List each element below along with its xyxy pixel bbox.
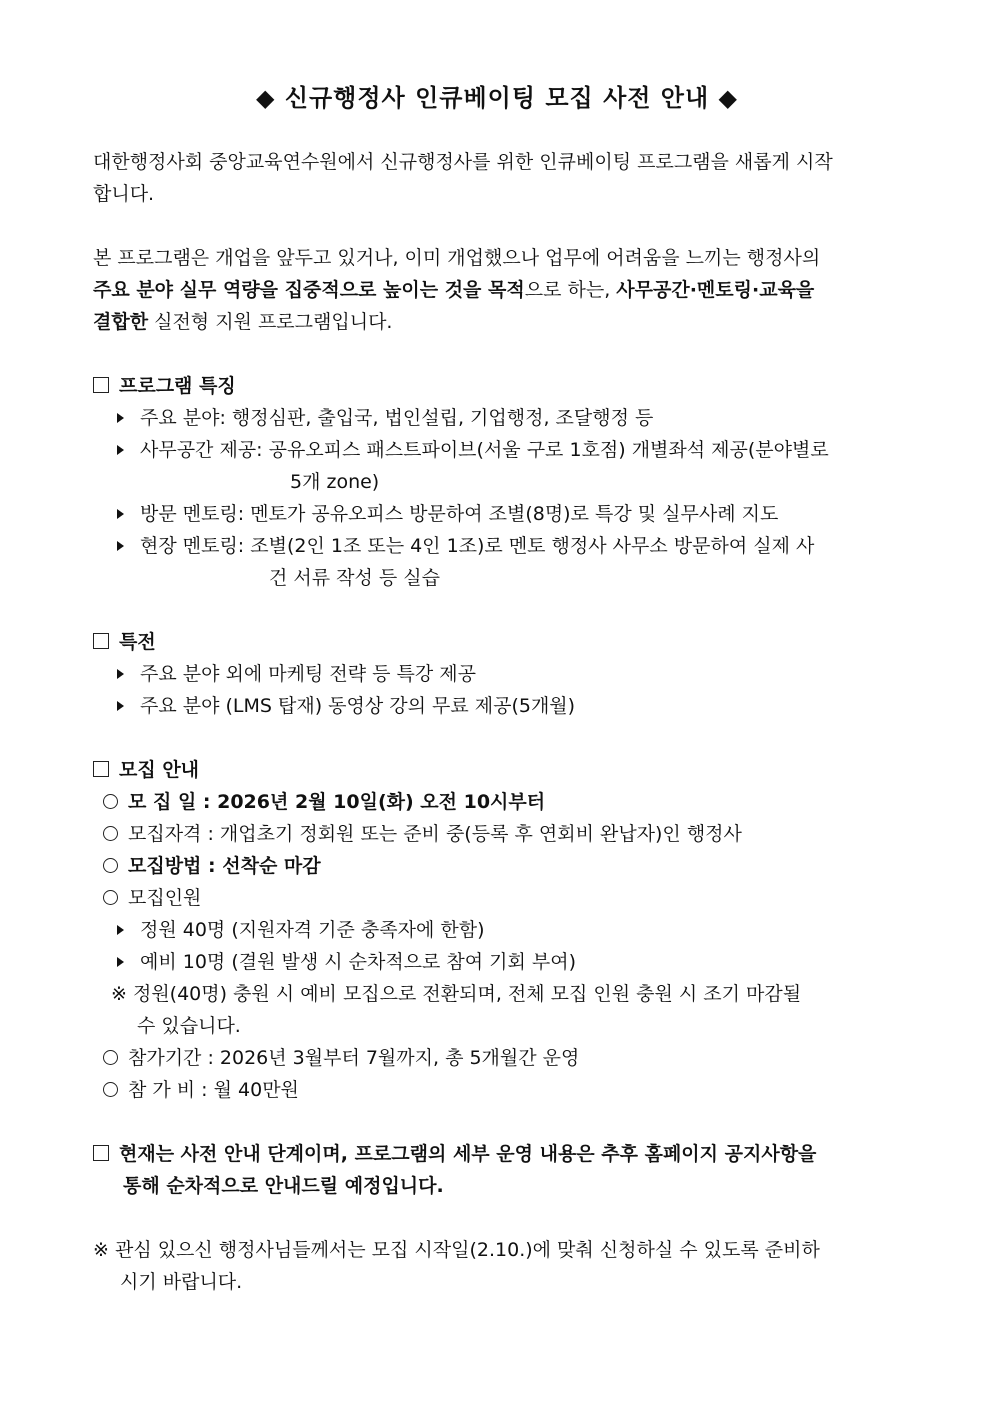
feature-item: 현장 멘토링: 조별(2인 1조 또는 4인 1조)로 멘토 행정사 사무소 방문하여 실제 사 (117, 530, 901, 562)
recruit-fee: 참 가 비 : 월 40만원 (103, 1074, 883, 1106)
intro-line: 대한행정사회 중앙교육연수원에서 신규행정사를 위한 인큐베이팅 프로그램을 새롭게 시작 (93, 151, 833, 173)
intro-paragraph (93, 146, 901, 210)
recruit-note: ※ 정원(40명) 충원 시 예비 모집으로 전환되며, 전체 모집 인원 충원 시 조기 마감될 (111, 983, 802, 1005)
description-line (93, 274, 901, 306)
recruit-method: 모집방법 : 선착순 마감 (103, 850, 883, 882)
recruit-heading: 모집 안내 (93, 754, 901, 786)
notice-line: 통해 순차적으로 안내드릴 예정입니다. (123, 1175, 444, 1197)
recruit-period: 참가기간 : 2026년 3월부터 7월까지, 총 5개월간 운영 (103, 1042, 883, 1074)
recruit-count: 모집인원 (103, 882, 883, 914)
emphasis-text: 사무공간·멘토링·교육을 (616, 279, 815, 301)
triangle-bullet-icon (117, 957, 124, 967)
triangle-bullet-icon (117, 541, 124, 551)
description-line (93, 306, 901, 338)
circle-bullet-icon (103, 890, 118, 905)
recruit-count-item: 예비 10명 (결원 발생 시 순차적으로 참여 기회 부여) (117, 946, 897, 978)
recruit-date: 모 집 일 : 2026년 2월 10일(화) 오전 10시부터 (103, 786, 883, 818)
circle-bullet-icon (103, 794, 118, 809)
feature-item: 주요 분야: 행정심판, 출입국, 법인설립, 기업행정, 조달행정 등 (117, 402, 897, 434)
checkbox-square-icon (93, 377, 109, 393)
notice-line: 현재는 사전 안내 단계이며, 프로그램의 세부 운영 내용은 추후 홈페이지 공지사항을 (119, 1143, 817, 1165)
triangle-bullet-icon (117, 669, 124, 679)
plain-text: 으로 하는, (524, 279, 617, 301)
document-title: ◆ 신규행정사 인큐베이팅 모집 사전 안내 ◆ (256, 84, 738, 112)
recruit-count-item: 정원 40명 (지원자격 기준 충족자에 한함) (117, 914, 897, 946)
triangle-bullet-icon (117, 925, 124, 935)
description-line: 본 프로그램은 개업을 앞두고 있거나, 이미 개업했으나 업무에 어려움을 느끼는 행정사의 (93, 247, 821, 269)
notice-paragraph (93, 1138, 901, 1170)
emphasis-text: 주요 분야 실무 역량을 집중적으로 높이는 것을 목적 (93, 279, 525, 301)
description-paragraph (93, 242, 901, 338)
triangle-bullet-icon (117, 701, 124, 711)
benefit-item: 주요 분야 외에 마케팅 전략 등 특강 제공 (117, 658, 897, 690)
recruit-qualification: 모집자격 : 개업초기 정회원 또는 준비 중(등록 후 연회비 완납자)인 행정사 (103, 818, 883, 850)
circle-bullet-icon (103, 826, 118, 841)
feature-item-continuation: 5개 zone) (290, 471, 380, 493)
intro-line: 합니다. (93, 183, 155, 205)
features-heading: 프로그램 특징 (93, 370, 901, 402)
emphasis-text: 결합한 (93, 311, 149, 333)
plain-text: 실전형 지원 프로그램입니다. (148, 311, 393, 333)
triangle-bullet-icon (117, 509, 124, 519)
triangle-bullet-icon (117, 413, 124, 423)
circle-bullet-icon (103, 858, 118, 873)
footer-note-continuation: 시기 바랍니다. (120, 1271, 243, 1293)
feature-item: 방문 멘토링: 멘토가 공유오피스 방문하여 조별(8명)로 특강 및 실무사례 지도 (117, 498, 897, 530)
checkbox-square-icon (93, 633, 109, 649)
circle-bullet-icon (103, 1082, 118, 1097)
checkbox-square-icon (93, 761, 109, 777)
benefit-item: 주요 분야 (LMS 탑재) 동영상 강의 무료 제공(5개월) (117, 690, 897, 722)
recruit-note-continuation: 수 있습니다. (137, 1015, 241, 1037)
benefits-heading: 특전 (93, 626, 901, 658)
feature-item-continuation: 건 서류 작성 등 실습 (269, 567, 440, 589)
feature-item: 사무공간 제공: 공유오피스 패스트파이브(서울 구로 1호점) 개별좌석 제공(분야별로 (117, 434, 901, 466)
triangle-bullet-icon (117, 445, 124, 455)
checkbox-square-icon (93, 1145, 109, 1161)
circle-bullet-icon (103, 1050, 118, 1065)
footer-note: ※ 관심 있으신 행정사님들께서는 모집 시작일(2.10.)에 맞춰 신청하실 수 있도록 준비하 (93, 1239, 820, 1261)
